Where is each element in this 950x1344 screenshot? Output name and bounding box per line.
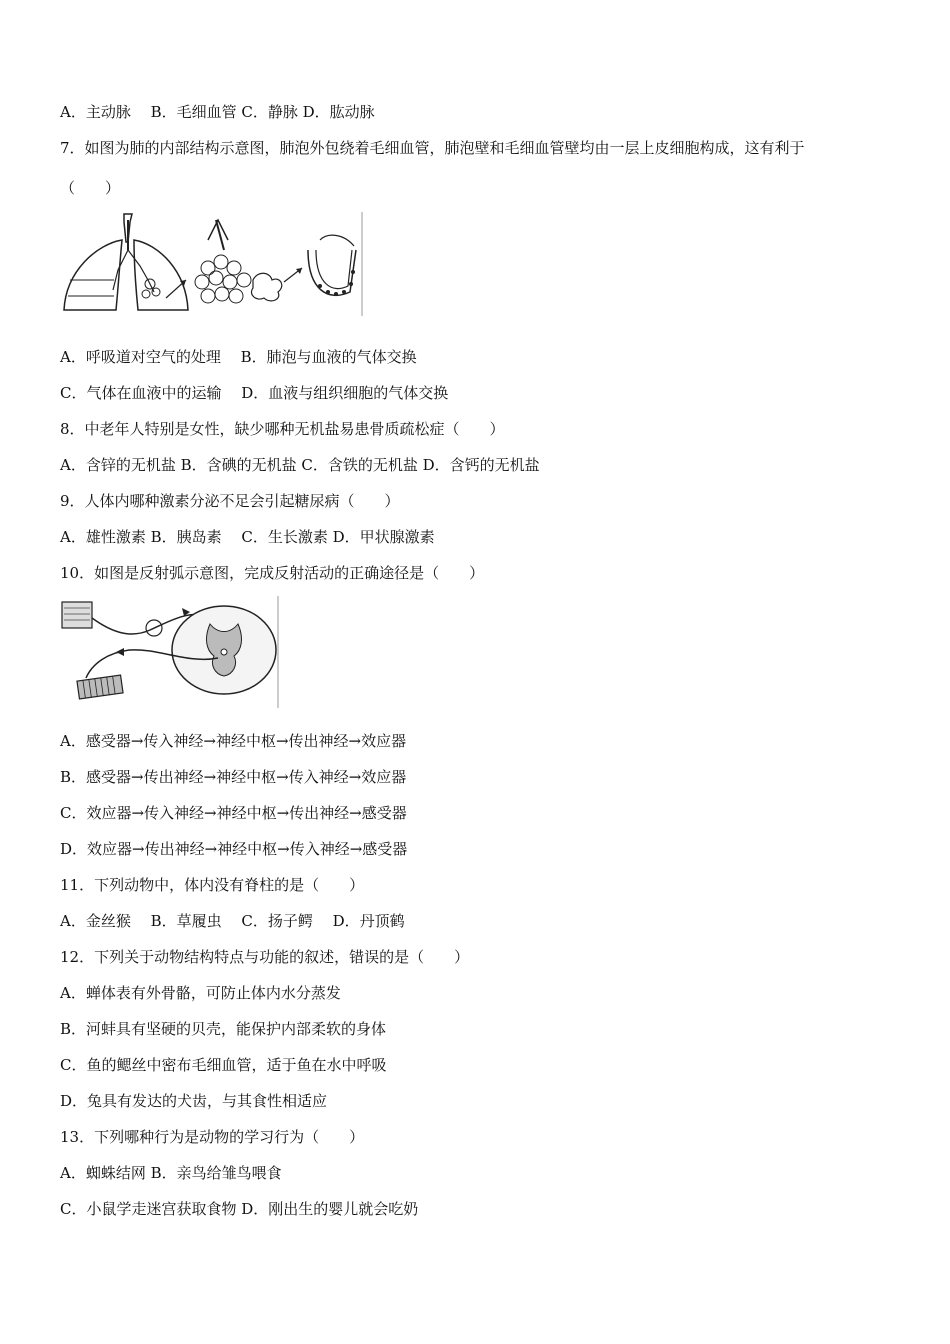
q12-option-b: B．河蚌具有坚硬的贝壳，能保护内部柔软的身体 [60, 1020, 387, 1038]
q8-stem: 8．中老年人特别是女性，缺少哪种无机盐易患骨质疏松症（ ） [60, 420, 505, 438]
q10-option-a: A．感受器→传入神经→神经中枢→传出神经→效应器 [60, 732, 407, 750]
q13-options-cd: C．小鼠学走迷宫获取食物 D．刚出生的婴儿就会吃奶 [60, 1200, 419, 1218]
q10-option-c: C．效应器→传入神经→神经中枢→传出神经→感受器 [60, 804, 407, 822]
q10-option-d: D．效应器→传出神经→神经中枢→传入神经→感受器 [60, 840, 408, 858]
q7-options-cd: C．气体在血液中的运输 D．血液与组织细胞的气体交换 [60, 384, 449, 402]
q7-options-ab: A．呼吸道对空气的处理 B．肺泡与血液的气体交换 [60, 348, 417, 366]
q12-option-d: D．兔具有发达的犬齿，与其食性相适应 [60, 1092, 328, 1110]
q12-stem: 12．下列关于动物结构特点与功能的叙述，错误的是（ ） [60, 948, 470, 966]
q12-option-c: C．鱼的鳃丝中密布毛细血管，适于鱼在水中呼吸 [60, 1056, 387, 1074]
q12-option-a: A．蝉体表有外骨骼，可防止体内水分蒸发 [60, 984, 341, 1002]
q11-options: A．金丝猴 B．草履虫 C．扬子鳄 D．丹顶鹤 [60, 912, 405, 930]
q7-stem: 7．如图为肺的内部结构示意图，肺泡外包绕着毛细血管，肺泡壁和毛细血管壁均由一层上皮细胞构成，这有利于 [60, 139, 805, 157]
q10-option-b: B．感受器→传出神经→神经中枢→传入神经→效应器 [60, 768, 407, 786]
q6-options: A．主动脉 B．毛细血管 C．静脉 D．肱动脉 [60, 103, 375, 121]
q11-stem: 11．下列动物中，体内没有脊柱的是（ ） [60, 876, 365, 894]
q7-stem-continued: （ ） [60, 179, 121, 197]
q13-stem: 13．下列哪种行为是动物的学习行为（ ） [60, 1128, 365, 1146]
reflex-arc-figure [58, 594, 282, 710]
q9-stem: 9．人体内哪种激素分泌不足会引起糖尿病（ ） [60, 492, 400, 510]
q10-stem: 10．如图是反射弧示意图，完成反射活动的正确途径是（ ） [60, 564, 485, 582]
q13-options-ab: A．蜘蛛结网 B．亲鸟给雏鸟喂食 [60, 1164, 282, 1182]
lung-structure-figure [58, 210, 368, 318]
q9-options: A．雄性激素 B．胰岛素 C．生长激素 D．甲状腺激素 [60, 528, 435, 546]
q8-options: A．含锌的无机盐 B．含碘的无机盐 C．含铁的无机盐 D．含钙的无机盐 [60, 456, 540, 474]
